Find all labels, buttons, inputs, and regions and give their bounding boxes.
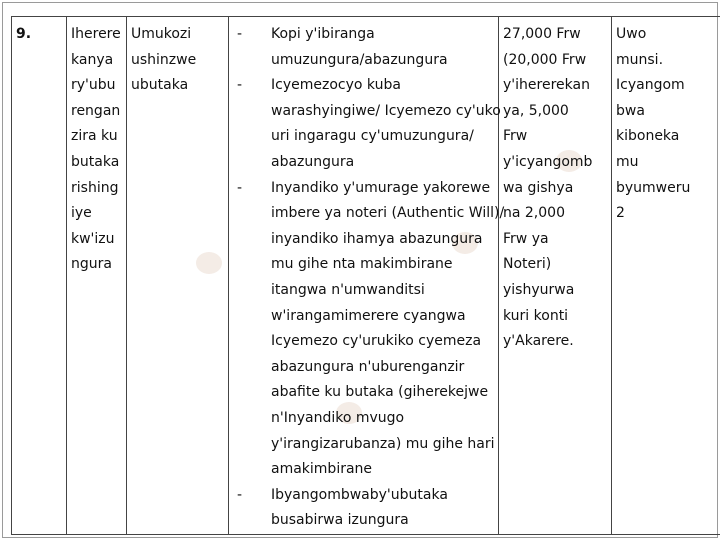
bullet-dash: - bbox=[237, 486, 243, 503]
document-line: busabirwa izungura bbox=[271, 512, 409, 529]
category-line: rishing bbox=[71, 179, 119, 196]
document-item bbox=[233, 22, 495, 73]
fee-line: y'Akarere. bbox=[503, 333, 574, 350]
fee-line: wa gishya bbox=[503, 179, 574, 196]
fee-line: na 2,000 bbox=[503, 205, 565, 222]
document-line: uri ingaragu cy'umuzungura/ bbox=[271, 128, 474, 145]
document-line: Inyandiko y'umurage yakorewe bbox=[271, 179, 491, 196]
fee-line: ya, 5,000 bbox=[503, 102, 569, 119]
category-line: iye bbox=[71, 205, 92, 222]
category-line: zira ku bbox=[71, 128, 118, 145]
official-cell bbox=[127, 17, 229, 535]
document-item bbox=[233, 176, 505, 483]
row-number bbox=[12, 17, 67, 535]
duration-line: 2 bbox=[616, 205, 625, 222]
duration-line: byumweru bbox=[616, 179, 691, 196]
document-line: Icyemezo cy'urukiko cyemeza bbox=[271, 333, 482, 350]
fee-line: yishyurwa bbox=[503, 281, 575, 298]
document-line: n'Inyandiko mvugo bbox=[271, 409, 405, 426]
fee-line: Noteri) bbox=[503, 256, 552, 273]
document-line: Kopi y'ibiranga bbox=[271, 26, 375, 42]
document-line: mu gihe nta makimbirane bbox=[271, 256, 453, 273]
category-line: butaka bbox=[71, 153, 120, 170]
duration-line: Icyangom bbox=[616, 77, 685, 94]
duration-line: bwa bbox=[616, 102, 645, 119]
document-line: abazungura bbox=[271, 153, 355, 170]
fee-line: kuri konti bbox=[503, 307, 569, 324]
category-line: kw'izu bbox=[71, 230, 115, 247]
row-number-text: 9. bbox=[16, 26, 32, 42]
document-line: Ibyangombwaby'ubutaka bbox=[271, 486, 448, 503]
bullet-dash: - bbox=[237, 179, 243, 196]
procedure-table bbox=[11, 16, 720, 535]
document-line: imbere ya noteri (Authentic Will)/ bbox=[271, 205, 505, 222]
documents-cell bbox=[229, 17, 505, 535]
duration-line: mu bbox=[616, 153, 639, 170]
category-line: kanya bbox=[71, 51, 114, 68]
category-cell bbox=[67, 17, 127, 535]
document-item bbox=[233, 483, 495, 534]
category-line: Iherere bbox=[71, 26, 121, 42]
document-line: itangwa n'umwanditsi bbox=[271, 281, 425, 298]
fee-line: Frw bbox=[503, 128, 528, 145]
duration-line: kiboneka bbox=[616, 128, 680, 145]
fee-line: (20,000 Frw bbox=[503, 51, 587, 68]
duration-line: munsi. bbox=[616, 51, 664, 68]
official-line: ubutaka bbox=[131, 77, 189, 94]
document-line: umuzungura/abazungura bbox=[271, 51, 448, 68]
duration-cell bbox=[612, 17, 720, 535]
document-line: warashyingiwe/ Icyemezo cy'uko bbox=[271, 102, 501, 119]
category-line: ry'ubu bbox=[71, 77, 116, 94]
duration-line: Uwo bbox=[616, 26, 647, 42]
document-line: Icyemezocyo kuba bbox=[271, 77, 401, 94]
fee-line: y'ihererekan bbox=[503, 77, 590, 94]
fee-line: Frw ya bbox=[503, 230, 549, 247]
category-line: rengan bbox=[71, 102, 121, 119]
category-line: ngura bbox=[71, 256, 112, 273]
table-row bbox=[12, 17, 720, 535]
document-line: abazungura n'uburenganzir bbox=[271, 358, 465, 375]
document-item bbox=[233, 73, 501, 175]
fee-cell bbox=[499, 17, 612, 535]
bullet-dash: - bbox=[237, 26, 243, 42]
official-line: ushinzwe bbox=[131, 51, 197, 68]
bullet-dash: - bbox=[237, 77, 243, 94]
document-line: amakimbirane bbox=[271, 461, 373, 478]
fee-line: y'icyangomb bbox=[503, 153, 593, 170]
document-line: inyandiko ihamya abazungura bbox=[271, 230, 483, 247]
fee-line: 27,000 Frw bbox=[503, 26, 581, 42]
document-line: abafite ku butaka (giherekejwe bbox=[271, 384, 489, 401]
document-line: y'irangizarubanza) mu gihe hari bbox=[271, 435, 495, 452]
document-line: w'irangamimerere cyangwa bbox=[271, 307, 466, 324]
official-line: Umukozi bbox=[131, 26, 192, 42]
